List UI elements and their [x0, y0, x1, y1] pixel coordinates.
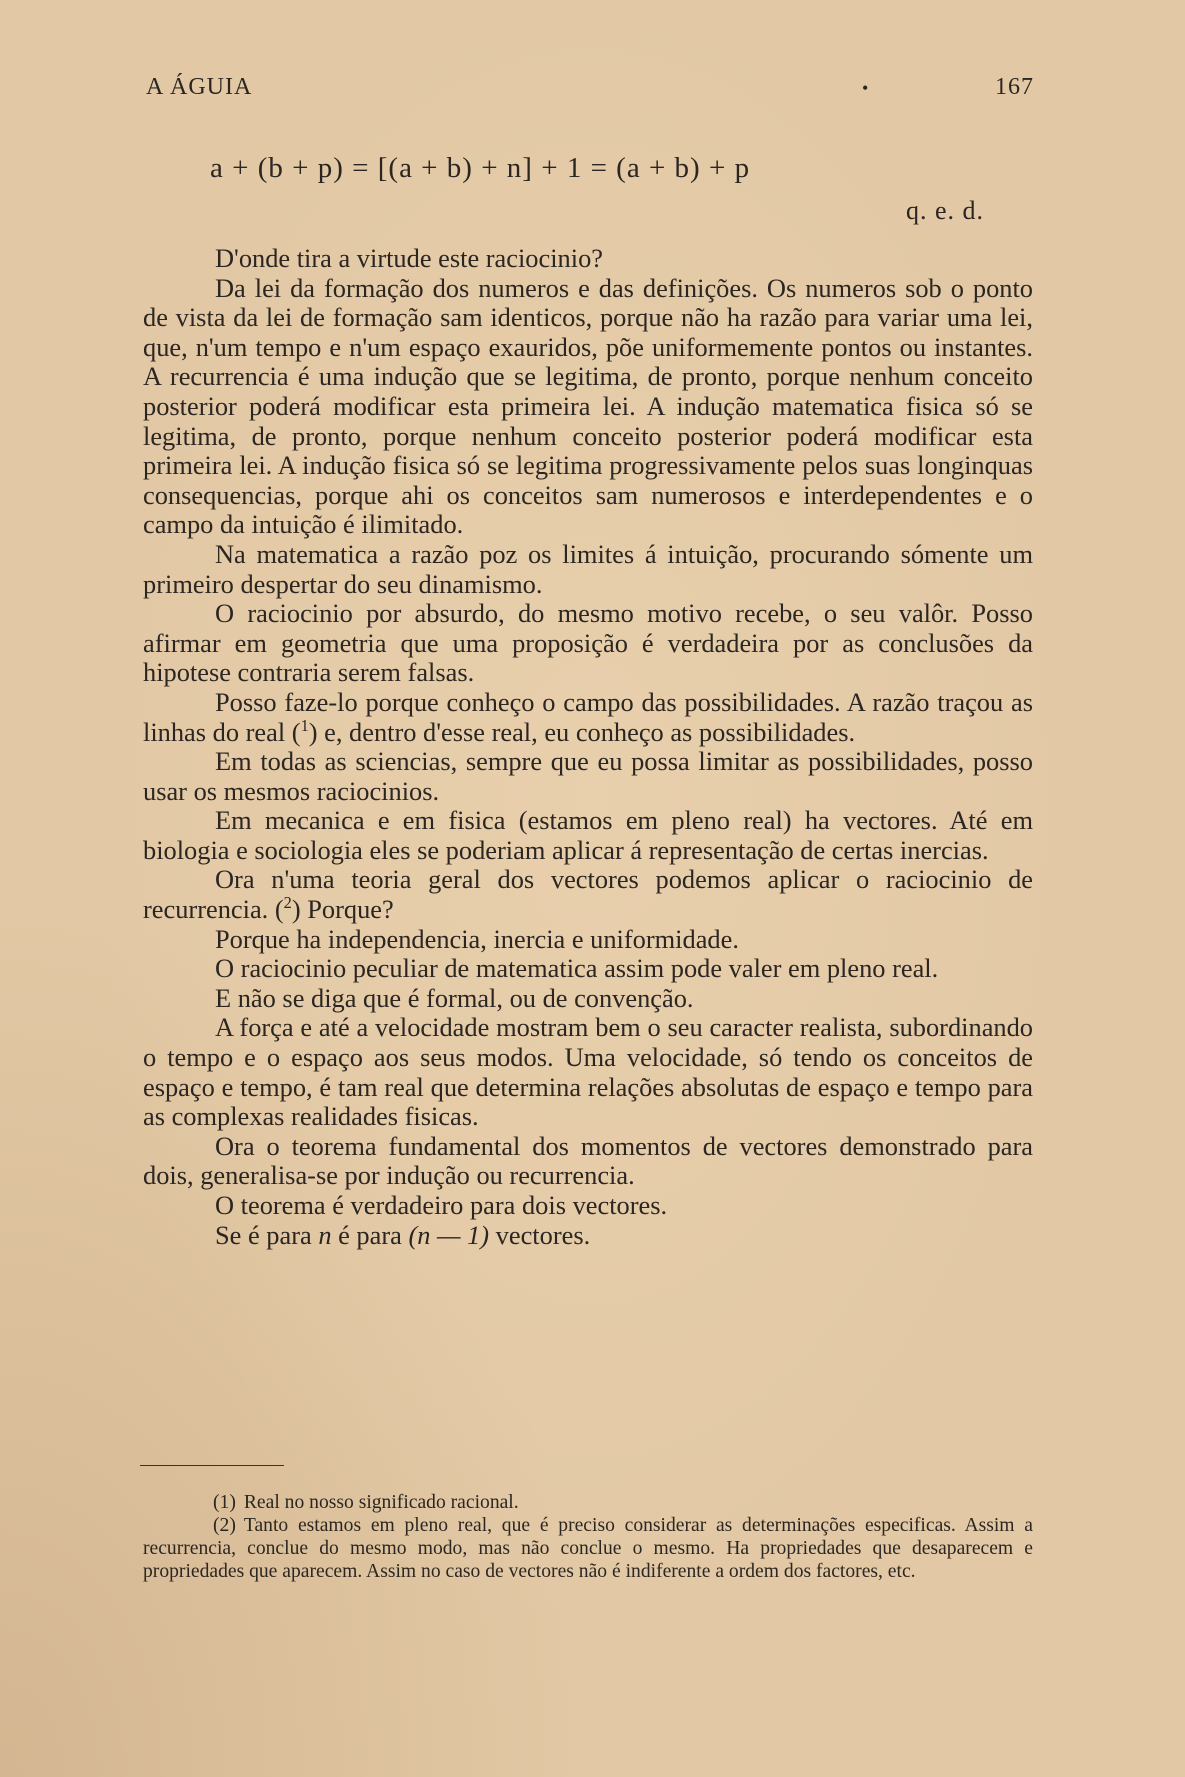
paragraph: Em mecanica e em fisica (estamos em pleno real) ha vectores. Até em biologia e sociologia eles se poderiam aplicar á representação de certas inercias.	[143, 805, 1033, 865]
paragraph-text: Posso faze-lo porque conheço o campo das possibilidades. A razão traçou as linhas do real (	[143, 686, 1033, 747]
page-number: 167	[995, 74, 1034, 100]
paragraph-text: ) e, dentro d'esse real, eu conheço as possibilidades.	[308, 716, 856, 747]
header-dot: •	[862, 78, 870, 98]
paragraph: Porque ha independencia, inercia e uniformidade.	[215, 923, 739, 954]
paragraph-text: ) Porque?	[291, 894, 394, 925]
footnote-reference: 2	[283, 893, 292, 913]
footnote	[143, 1514, 1033, 1583]
footnote-reference: 1	[300, 715, 309, 735]
paragraph: D'onde tira a virtude este raciocinio?	[215, 243, 603, 273]
paragraph: Na matematica a razão poz os limites á intuição, procurando sómente um primeiro despertar do seu dinamismo.	[143, 538, 1033, 599]
paragraph: Em todas as sciencias, sempre que eu possa limitar as possibilidades, posso usar os mesmos raciocinios.	[143, 746, 1033, 806]
equation: a + (b + p) = [(a + b) + n] + 1 = (a + b) + p	[210, 152, 751, 184]
paragraph: E não se diga que é formal, ou de convenção.	[215, 982, 694, 1013]
paragraph: O raciocinio peculiar de matematica assim pode valer em pleno real.	[215, 953, 939, 984]
paragraph-text: Ora n'uma teoria geral dos vectores podemos aplicar o raciocinio de recurrencia. (	[143, 864, 1033, 925]
paragraph: A força e até a velocidade mostram bem o seu caracter realista, subordinando o tempo e o espaço aos seus modos. Uma velocidade, só tendo os conceitos de espaço e tempo, é tam real que determina relações absolutas de espaço e tempo para as complexas realidades fisicas.	[143, 1012, 1033, 1132]
paragraph-text: é para	[331, 1219, 409, 1250]
footnote-text: Real no nosso significado racional.	[243, 1492, 519, 1513]
footnote-text: Tanto estamos em pleno real, que é preciso considerar as determinações especificas. Assim a recurrencia, conclue do mesmo modo, mas não conclue o mesmo. Ha propriedades que desaparecem e propriedades que aparecem. Assim no caso de vectores não é indiferente a ordem dos factores, etc.	[143, 1515, 1033, 1582]
footnote-mark: (1)	[213, 1492, 236, 1513]
running-title: A ÁGUIA	[146, 74, 253, 100]
paragraph-text: Se é para	[215, 1219, 319, 1250]
paragraph: O raciocinio por absurdo, do mesmo motivo recebe, o seu valôr. Posso afirmar em geometria que uma proposição é verdadeira por as conclusões da hipotese contraria serem falsas.	[143, 598, 1033, 688]
body-text	[143, 244, 1033, 1250]
paragraph: Ora o teorema fundamental dos momentos de vectores demonstrado para dois, generalisa-se por indução ou recurrencia.	[143, 1130, 1033, 1191]
footnote-mark: (2)	[213, 1515, 236, 1536]
running-head	[146, 74, 1034, 104]
variable-n: n	[318, 1219, 332, 1250]
footnotes	[143, 1491, 1033, 1583]
paragraph	[143, 865, 1033, 924]
paragraph: Da lei da formação dos numeros e das definições. Os numeros sob o ponto de vista da lei de formação sam identicos, porque não ha razão para variar uma lei, que, n'um tempo e n'um espaço exauridos, põe uniformemente pontos ou instantes. A recurrencia é uma indução que se legitima, de pronto, porque nenhum conceito posterior poderá modificar esta primeira lei. A indução matematica fisica só se legitima, de pronto, porque nenhum conceito posterior poderá modificar esta primeira lei. A indução fisica só se legitima progressivamente pelos suas longinquas consequencias, porque ahi os conceitos sam numerosos e interdependentes e o campo da intuição é ilimitado.	[143, 272, 1033, 540]
footnote	[143, 1491, 1033, 1514]
footnote-rule	[140, 1465, 284, 1466]
variable-n-minus-1: (n — 1)	[408, 1219, 490, 1250]
paragraph	[143, 688, 1033, 747]
paragraph	[143, 1221, 1033, 1251]
paragraph-text: vectores.	[489, 1219, 591, 1250]
qed-mark: q. e. d.	[906, 196, 985, 225]
paragraph: O teorema é verdadeiro para dois vectores.	[215, 1190, 668, 1220]
